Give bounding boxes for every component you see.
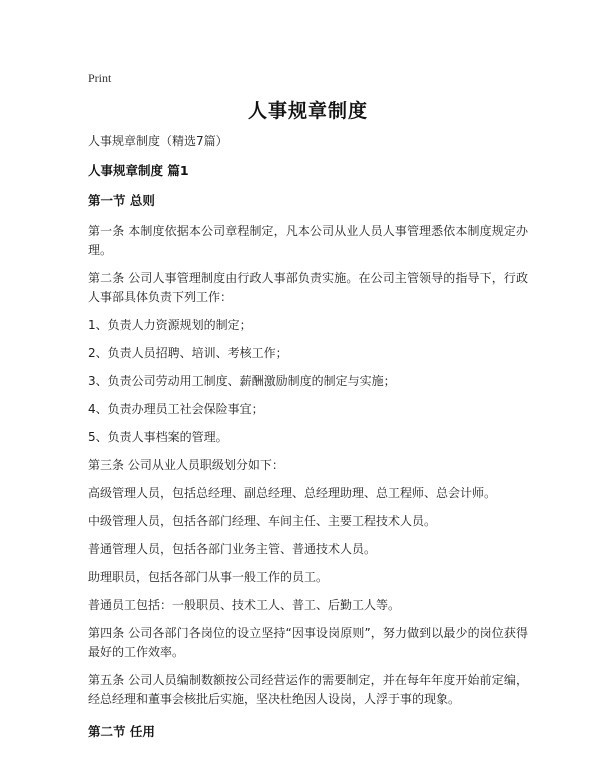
paragraph: 第二条 公司人事管理制度由行政人事部负责实施。在公司主管领导的指导下，行政人事部具体负责下列工作： <box>88 271 528 304</box>
paragraph: 中级管理人员，包括各部门经理、车间主任、主要工程技术人员。 <box>88 514 437 528</box>
list-item: 4、负责办理员工社会保险事宜； <box>88 402 264 416</box>
paragraph: 高级管理人员，包括总经理、副总经理、总经理助理、总工程师、总会计师。 <box>88 486 497 500</box>
article-heading: 人事规章制度 篇1 <box>88 163 189 178</box>
paragraph: 助理职员，包括各部门从事一般工作的员工。 <box>88 570 329 584</box>
chapter-heading: 第一节 总则 <box>88 193 155 208</box>
list-item: 1、负责人力资源规划的制定； <box>88 318 252 332</box>
list-item: 3、负责公司劳动用工制度、薪酬激励制度的制定与实施； <box>88 374 396 388</box>
paragraph: 普通管理人员，包括各部门业务主管、普通技术人员。 <box>88 542 377 556</box>
print-link[interactable]: Print <box>88 71 112 85</box>
list-item: 2、负责人员招聘、培训、考核工作； <box>88 346 288 360</box>
document-subtitle: 人事规章制度（精选7篇） <box>88 134 228 148</box>
list-item: 5、负责人事档案的管理。 <box>88 430 228 444</box>
paragraph: 第五条 公司人员编制数额按公司经营运作的需要制定，并在每年年度开始前定编，经总经理和董事会核批后实施，坚决杜绝因人设岗，人浮于事的现象。 <box>88 673 528 706</box>
document-title: 人事规章制度 <box>247 100 368 122</box>
paragraph: 普通员工包括：一般职员、技术工人、普工、后勤工人等。 <box>88 598 401 612</box>
document-body <box>88 132 528 741</box>
chapter-heading-next: 第二节 任用 <box>88 724 155 739</box>
paragraph: 第四条 公司各部门各岗位的设立坚持“因事设岗原则”，努力做到以最少的岗位获得最好的工作效率。 <box>88 626 528 659</box>
paragraph: 第三条 公司从业人员职级划分如下： <box>88 458 284 472</box>
paragraph: 第一条 本制度依据本公司章程制定，凡本公司从业人员人事管理悉依本制度规定办理。 <box>88 224 528 257</box>
